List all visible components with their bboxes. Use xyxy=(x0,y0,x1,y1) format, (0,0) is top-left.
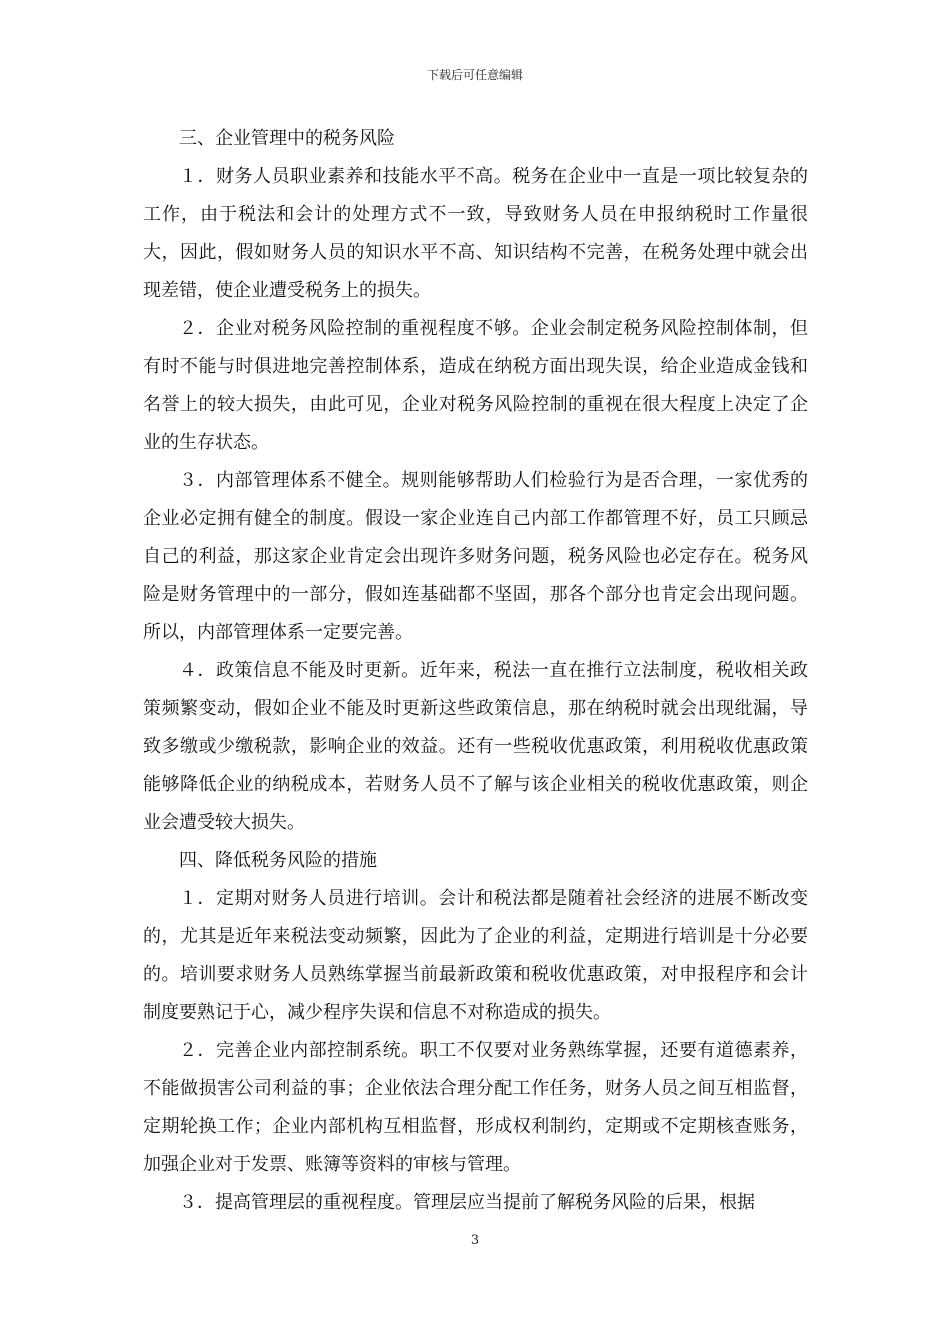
document-body xyxy=(143,120,808,1222)
paragraph: ４．政策信息不能及时更新。近年来，税法一直在推行立法制度，税收相关政策频繁变动，假如企业不能及时更新这些政策信息，那在纳税时就会出现纰漏，导致多缴或少缴税款，影响企业的效益。还有一些税收优惠政策，利用税收优惠政策能够降低企业的纳税成本，若财务人员不了解与该企业相关的税收优惠政策，则企业会遭受较大损失。 xyxy=(143,660,808,833)
paragraph: ２．完善企业内部控制系统。职工不仅要对业务熟练掌握，还要有道德素养，不能做损害公司利益的事；企业依法合理分配工作任务，财务人员之间互相监督，定期轮换工作；企业内部机构互相监督，形成权利制约，定期或不定期核查账务，加强企业对于发票、账簿等资料的审核与管理。 xyxy=(143,1040,808,1175)
page-number: 3 xyxy=(470,1233,480,1248)
paragraph: ３．提高管理层的重视程度。管理层应当提前了解税务风险的后果，根据 xyxy=(179,1192,755,1213)
section-heading: 三、企业管理中的税务风险 xyxy=(179,128,395,149)
paragraph: １．财务人员职业素养和技能水平不高。税务在企业中一直是一项比较复杂的工作，由于税法和会计的处理方式不一致，导致财务人员在申报纳税时工作量很大，因此，假如财务人员的知识水平不高、知识结构不完善，在税务处理中就会出现差错，使企业遭受税务上的损失。 xyxy=(143,166,808,301)
page-header: 下载后可任意编辑 xyxy=(426,68,523,82)
paragraph: ３．内部管理体系不健全。规则能够帮助人们检验行为是否合理，一家优秀的企业必定拥有健全的制度。假设一家企业连自己内部工作都管理不好，员工只顾忌自己的利益，那这家企业肯定会出现许多财务问题，税务风险也必定存在。税务风险是财务管理中的一部分，假如连基础都不坚固，那各个部分也肯定会出现问题。所以，内部管理体系一定要完善。 xyxy=(143,470,808,643)
paragraph: １．定期对财务人员进行培训。会计和税法都是随着社会经济的进展不断改变的，尤其是近年来税法变动频繁，因此为了企业的利益，定期进行培训是十分必要的。培训要求财务人员熟练掌握当前最新政策和税收优惠政策，对申报程序和会计制度要熟记于心，减少程序失误和信息不对称造成的损失。 xyxy=(143,888,808,1023)
paragraph: ２．企业对税务风险控制的重视程度不够。企业会制定税务风险控制体制，但有时不能与时俱进地完善控制体系，造成在纳税方面出现失误，给企业造成金钱和名誉上的较大损失，由此可见，企业对税务风险控制的重视在很大程度上决定了企业的生存状态。 xyxy=(143,318,808,453)
section-heading: 四、降低税务风险的措施 xyxy=(179,850,377,871)
